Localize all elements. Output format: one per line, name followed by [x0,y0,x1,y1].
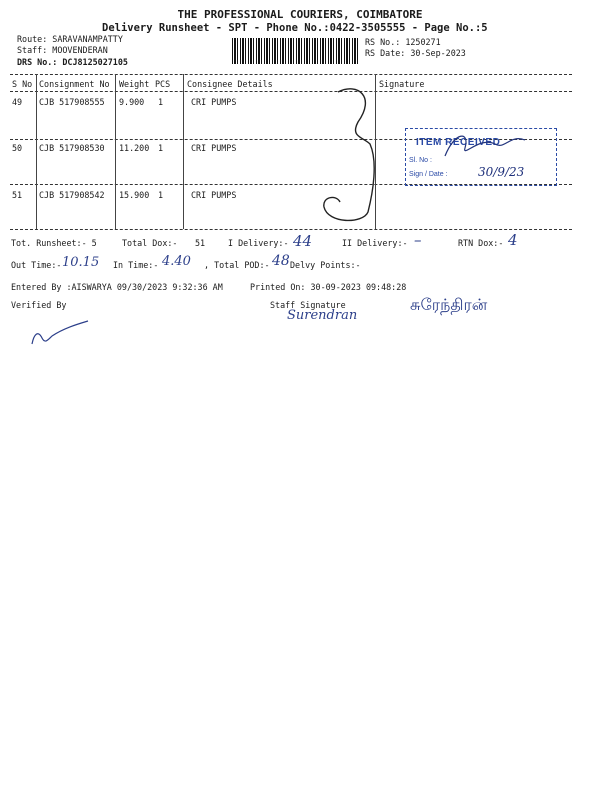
total-pod-handwritten: 48 [272,253,290,269]
table-row-pcs: 1 [158,143,164,153]
table-row-pcs: 1 [158,190,164,200]
table-row-consignment: CJB 517908530 [39,143,105,153]
company-title: THE PROFESSIONAL COURIERS, COIMBATORE [177,8,423,21]
stamp-date-handwritten: 30/9/23 [478,165,525,179]
table-row-consignment: CJB 517908542 [39,190,105,200]
entered-by: Entered By :AISWARYA 09/30/2023 9:32:36 AM [11,282,223,292]
tamil-signature-handwritten: சுரேந்திரன் [410,295,488,314]
stamp-signature-scribble [440,126,530,166]
table-row-consignment: CJB 517908555 [39,97,105,107]
table-row-weight: 15.900 [119,190,150,200]
stamp-sl-label: Sl. No : [409,157,432,164]
runsheet-subtitle: Delivery Runsheet - SPT - Phone No.:0422-3505555 - Page No.:5 [102,22,488,34]
total-pod-label: , Total POD:- [204,260,270,270]
total-dox-label: Total Dox:- [122,238,178,248]
table-row-weight: 11.200 [119,143,150,153]
verifier-signature-scribble [28,318,93,348]
out-time-label: Out Time:- [11,260,62,270]
column-divider [183,74,184,229]
table-row-sno: 49 [12,97,23,107]
rtn-dox-label: RTN Dox:- [458,238,504,248]
signature-bracket-mark [318,82,388,227]
route-label: Route: SARAVANAMPATTY [17,34,123,44]
table-row-sno: 51 [12,190,23,200]
printed-on: Printed On: 30-09-2023 09:48:28 [250,282,407,292]
ii-delivery-handwritten: – [414,231,422,249]
table-row-sno: 50 [12,143,23,153]
col-header-weight: Weight [119,79,150,89]
col-header-pcs: PCS [155,79,171,89]
column-divider [115,74,116,229]
table-row-consignee: CRI PUMPS [191,143,237,153]
header-rule [10,91,572,92]
total-runsheet: Tot. Runsheet:- 5 [11,238,97,248]
table-row-consignee: CRI PUMPS [191,97,237,107]
col-header-consignee: Consignee Details [187,79,273,89]
barcode [232,38,358,64]
table-bottom-rule [10,229,572,230]
rs-date: RS Date: 30-Sep-2023 [365,48,466,58]
drs-number: DRS No.: DCJ8125027105 [17,57,128,67]
col-header-signature: Signature [379,79,425,89]
i-delivery-label: I Delivery:- [228,238,289,248]
col-header-sno: S No [12,79,33,89]
verified-by-label: Verified By [11,300,67,310]
table-top-rule [10,74,572,75]
stamp-sign-date-label: Sign / Date : [409,171,448,178]
table-row-weight: 9.900 [119,97,145,107]
i-delivery-handwritten: 44 [293,232,313,250]
in-time-handwritten: 4.40 [162,254,191,269]
delivery-points-label: Delvy Points:- [290,260,361,270]
column-divider [36,74,37,229]
ii-delivery-label: II Delivery:- [342,238,408,248]
staff-label: Staff: MOOVENDERAN [17,45,108,55]
col-header-consignment: Consignment No [39,79,110,89]
stamp-title: ITEM RECEIVED [416,137,501,148]
table-row-consignee: CRI PUMPS [191,190,237,200]
in-time-label: In Time:- [113,260,159,270]
rs-number: RS No.: 1250271 [365,37,441,47]
staff-signature-handwritten: Surendran [287,308,358,323]
rtn-dox-handwritten: 4 [508,231,518,249]
staff-signature-label: Staff Signature [270,300,346,310]
total-dox-value: 51 [195,238,206,248]
table-row-pcs: 1 [158,97,164,107]
out-time-handwritten: 10.15 [62,255,100,270]
